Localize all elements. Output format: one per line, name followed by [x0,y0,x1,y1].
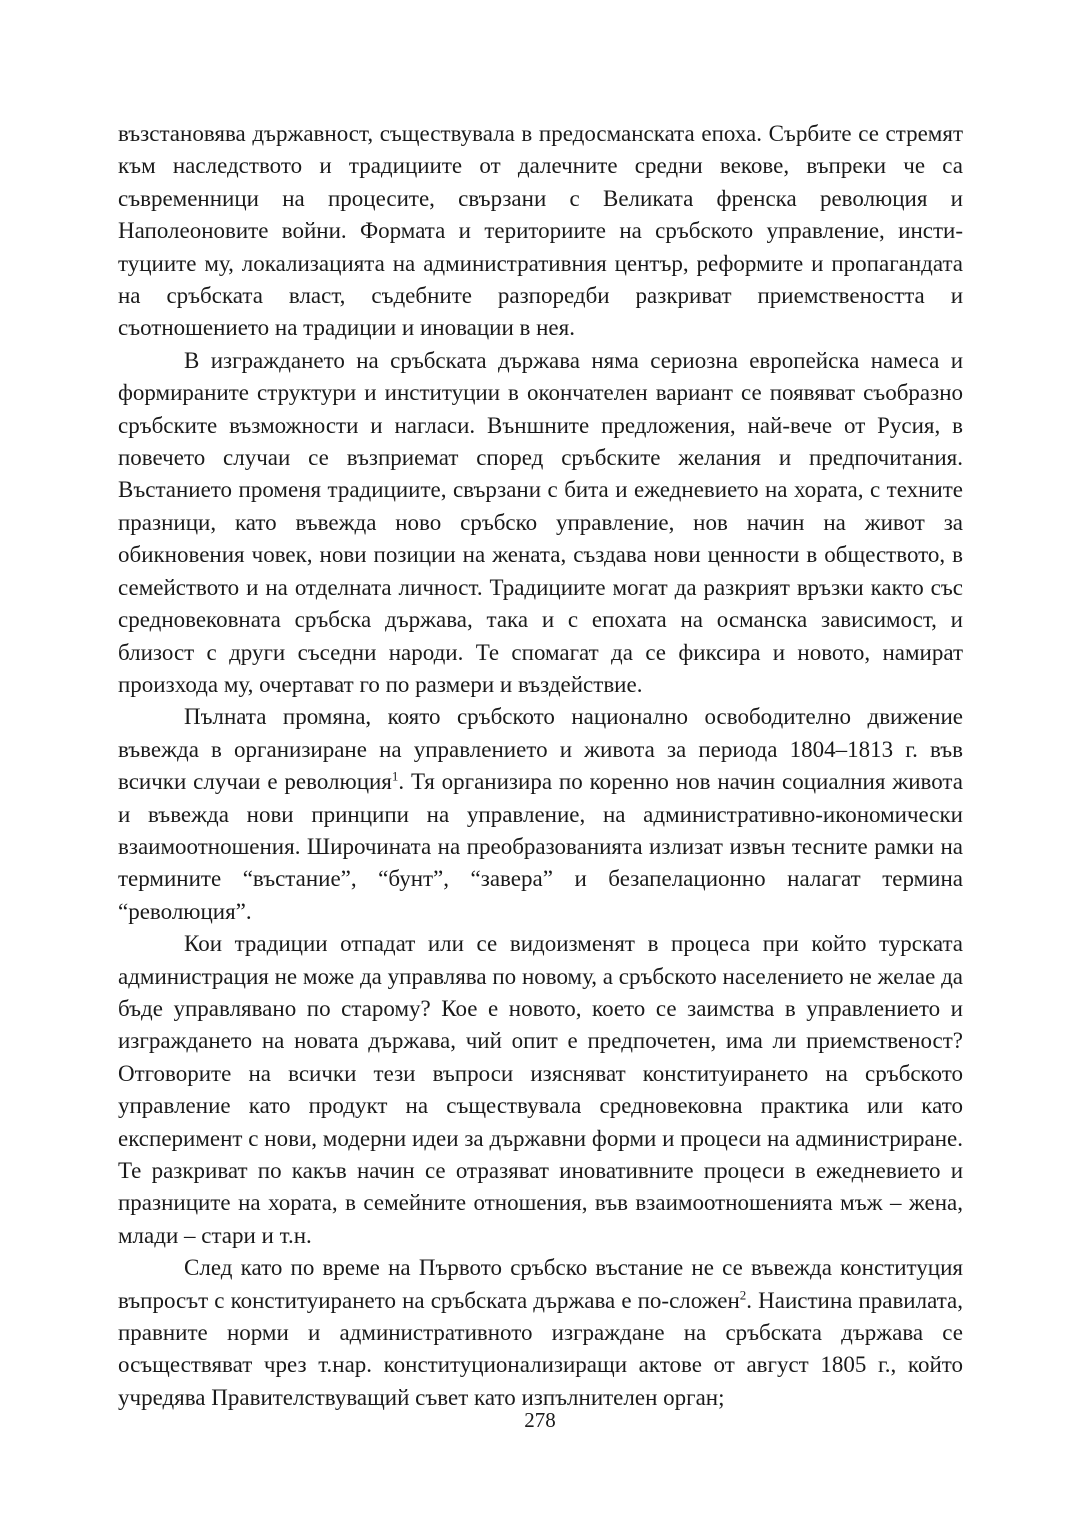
paragraph-3-text-after: . Тя организира по коренно нов начин социалния живота и въвежда нови принципи на управление, на административно-икономически взаимоотношения. Широчината на преобразованията излизат извън тесните рамки на термините “въстание”, “бунт”, “завера” и безапелационно налагат термина “революция”. [118,769,963,924]
paragraph-5-text-before: След като по време на Първото сръбско въстание не се въвежда конституция въпросът с конституирането на сръбската държава е по-сложен [118,1255,963,1313]
paragraph-5-text-after: . Наистина правилата, правните норми и административното изграждане на сръбската държава се осъществяват чрез т.нар. конституционализиращи актове от август 1805 г., който учредява Правителствуващий съвет като изпълнителен орган; [118,1287,963,1410]
paragraph-3 [118,701,963,928]
paragraph-2: В изграждането на сръбската държава няма сериозна европейска намеса и формираните структури и институции в окончателен вариант се появяват съобразно сръбските възможности и нагласи. Външните предложения, най-вече от Русия, в повечето случаи се възприемат според сръбските желания и предпочитания. Въстанието променя традициите, свързани с бита и ежедневието на хората, с техните празници, като въвежда ново сръбско управление, нов начин на живот за обикновения човек, нови позиции на жената, създава нови ценности в обществото, в семейството и на отделната личност. Традициите могат да разкрият връзки както със средновековната сръбска държава, така и с епохата на османска зависимост, и близост с други съседни народи. Те спомагат да се фиксира и новото, намират произхода му, очертават го по размери и въздействие. [118,347,963,697]
paragraph-1: възстановява държавност, съществувала в предосманската епоха. Сърбите се стремят към наследството и традициите от далечните средни векове, въпреки че са съвременници на процесите, свързани с Великата френска революция и Наполеоновите войни. Формата и териториите на сръбското управление, институциите му, локализацията на административния център, реформите и пропагандата на сръбската власт, съдебните разпоредби разкриват приемствеността и съотношението на традиции и иновации в нея. [118,121,963,341]
paragraph-4: Кои традиции отпадат или се видоизменят в процеса при който турската администрация не може да управлява по новому, а сръбското населението не желае да бъде управлявано по старому? Кое е новото, което се заимства в управлението и изграждането на новата държава, чий опит е предпочетен, има ли приемственост? Отговорите на всички тези въпроси изясняват конституирането на сръбското управление като продукт на съществувала средновековна практика или като експеримент с нови, модерни идеи за държавни форми и процеси на администриране. Те разкриват по какъв начин се отразяват иновативните процеси в ежедневието и празниците на хората, в семейните отношения, във взаимоотношенията мъж – жена, млади – стари и т.н. [118,931,963,1248]
paragraph-5 [118,1252,963,1414]
paragraph-3-text-before: Пълната промяна, която сръбското национално освободително движение въвежда в организиране на управлението и живота за периода 1804–1813 г. във всички случаи е революция [118,704,963,795]
footnote-ref-2: 2 [739,1286,747,1302]
page-number: 278 [524,1408,556,1432]
body-text [118,118,963,1414]
footnote-ref-1: 1 [391,768,399,784]
